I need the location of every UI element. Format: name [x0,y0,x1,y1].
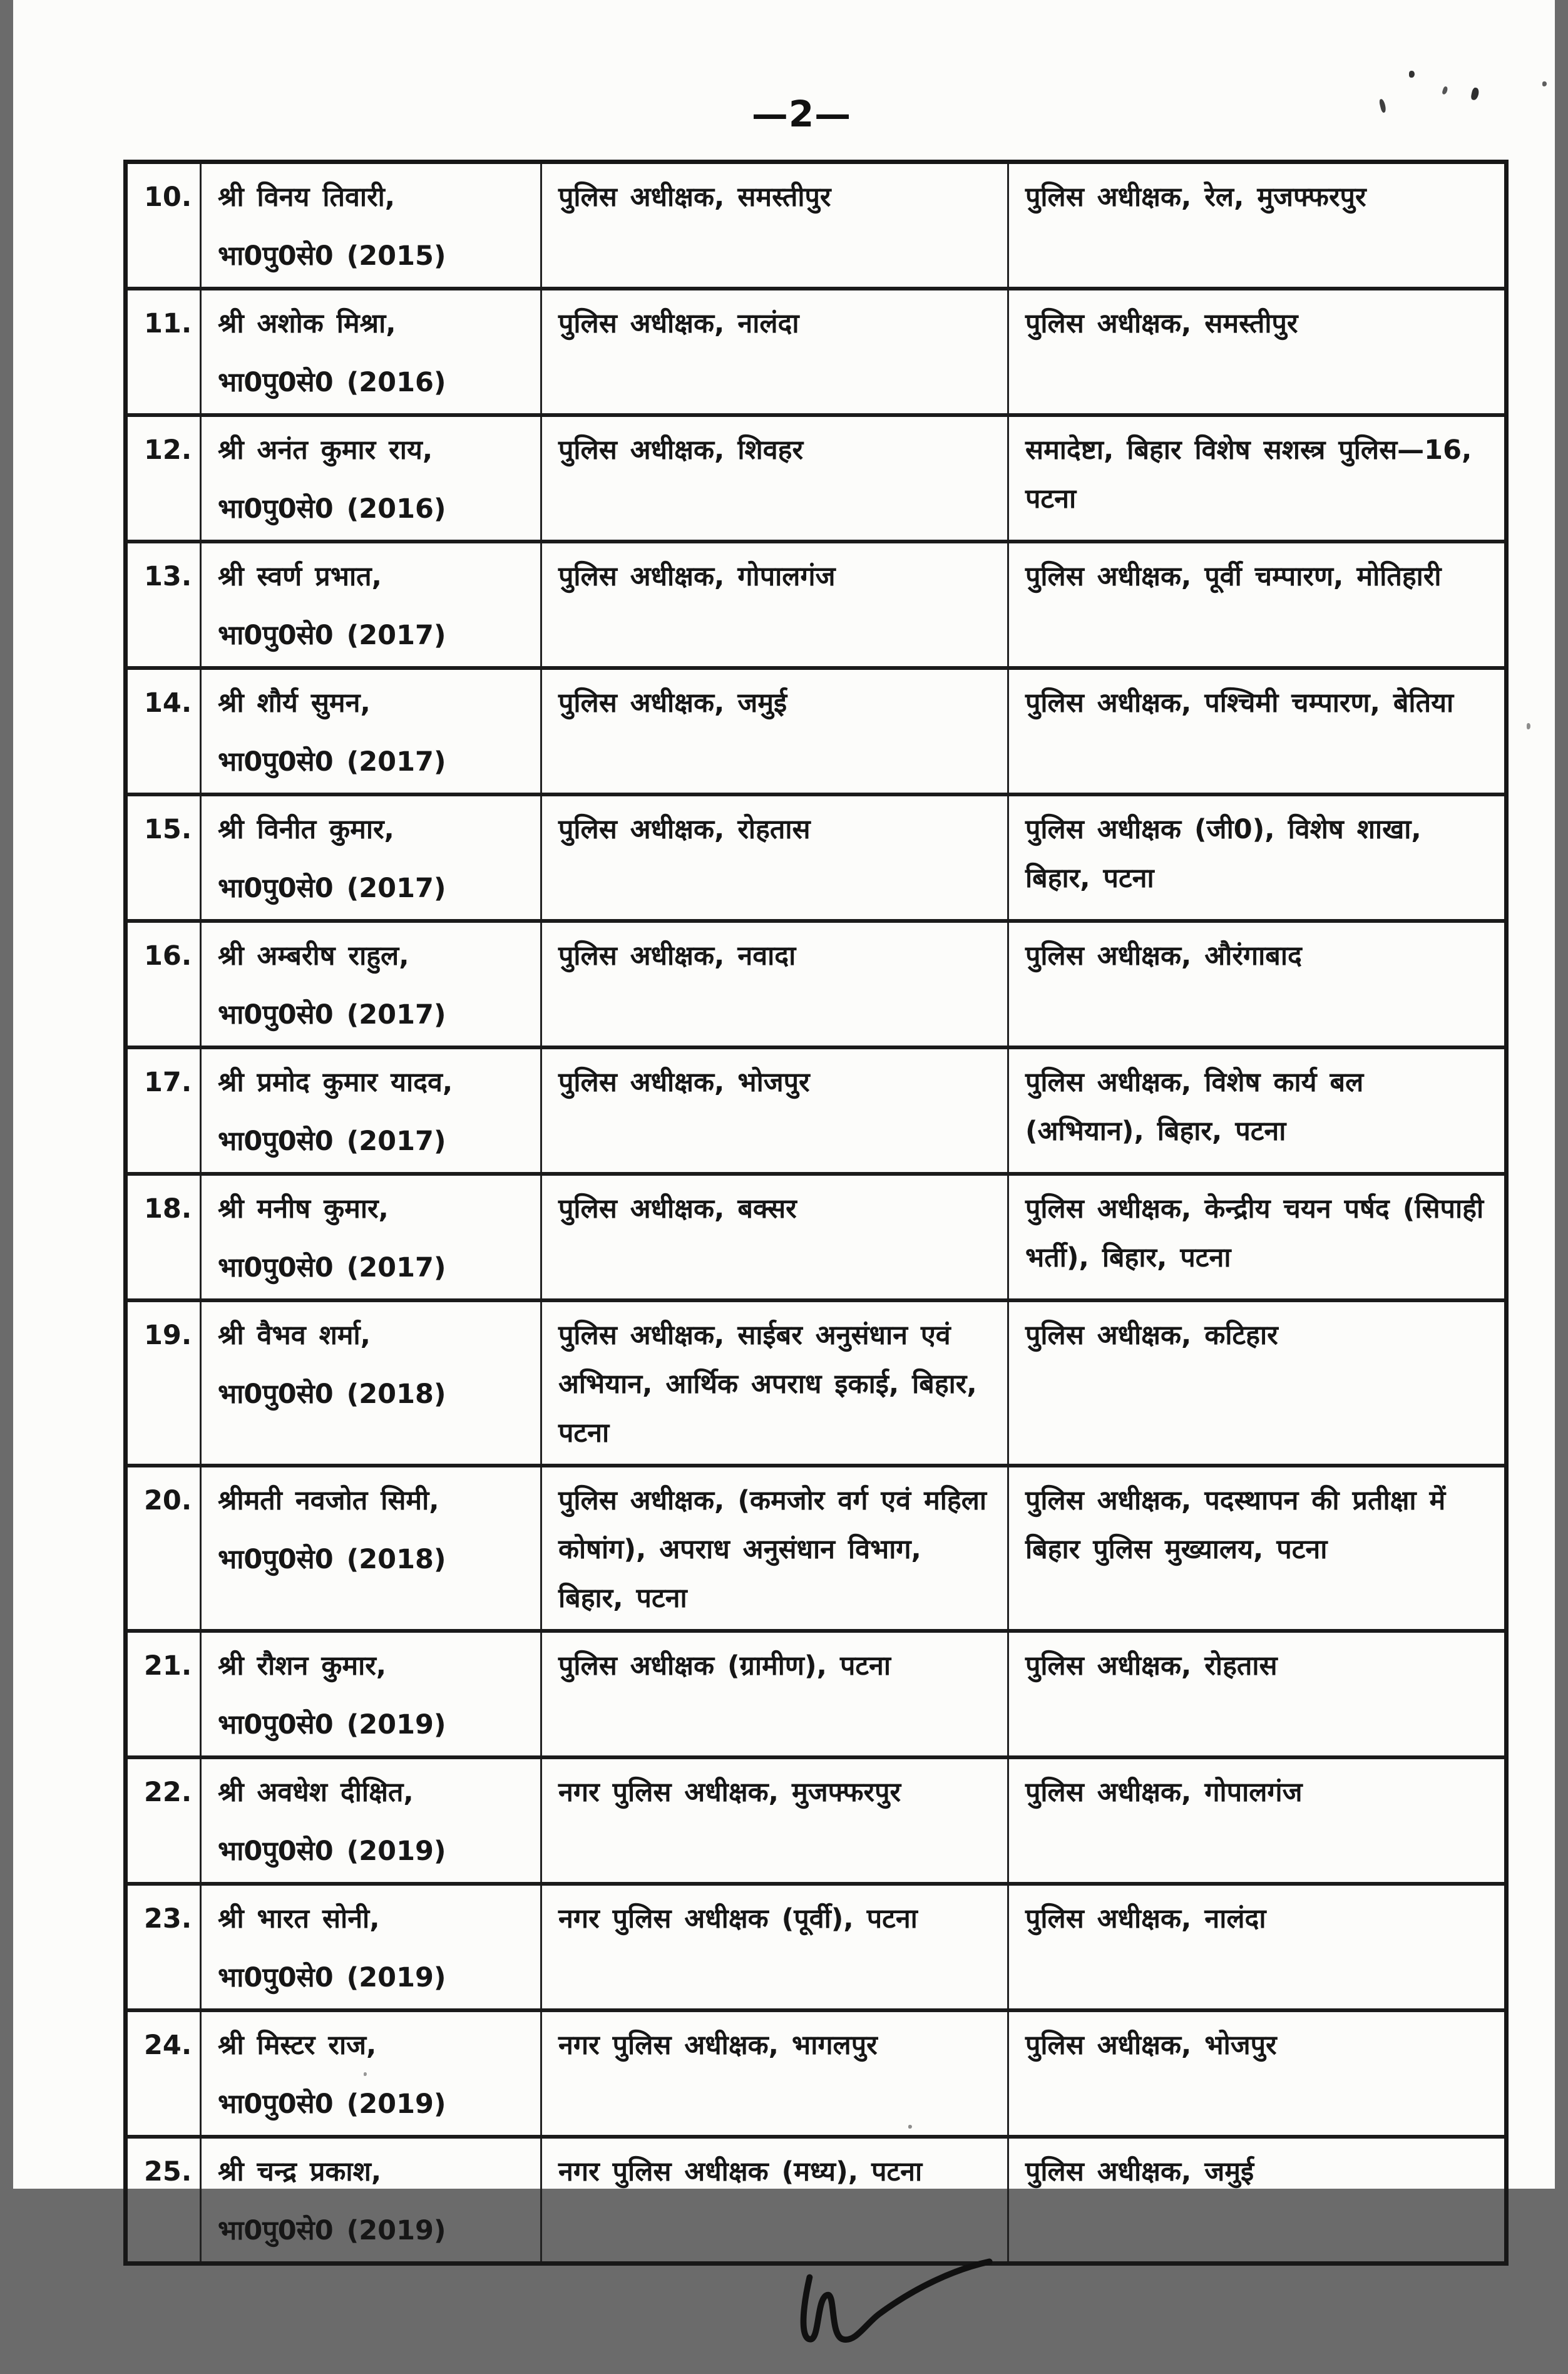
officer-name-cell [201,289,541,415]
transfer-table-body [126,162,1507,2264]
officer-cadre-year: भा0पु0से0 (2017) [218,1126,446,1157]
table-row [126,1466,1507,1631]
serial-number-cell [126,1300,201,1466]
new-posting: पुलिस अधीक्षक (जी0), विशेष शाखा, बिहार, पटना [1025,814,1422,894]
current-posting-cell [541,794,1008,921]
current-posting: पुलिस अधीक्षक, (कमजोर वर्ग एवं महिला कोषांग), अपराध अनुसंधान विभाग, बिहार, पटना [558,1485,987,1614]
serial-number-cell [126,1631,201,1757]
serial-number: 15. [144,814,192,845]
current-posting-cell [541,921,1008,1047]
officer-name-cell [201,668,541,794]
current-posting: पुलिस अधीक्षक, जमुई [558,687,787,719]
current-posting-cell [541,1300,1008,1466]
officer-name: श्री भारत सोनी, [218,1903,380,1935]
new-posting: पुलिस अधीक्षक, जमुई [1025,2156,1254,2187]
new-posting: पुलिस अधीक्षक, पश्चिमी चम्पारण, बेतिया [1025,687,1454,719]
new-posting-cell [1008,668,1507,794]
serial-number: 10. [144,182,192,213]
new-posting: पुलिस अधीक्षक, समस्तीपुर [1025,308,1298,339]
current-posting-cell [541,1884,1008,2010]
officer-cadre-year: भा0पु0से0 (2016) [218,367,446,398]
serial-number: 13. [144,561,192,592]
officer-name-cell [201,1047,541,1174]
officer-cadre-year: भा0पु0से0 (2017) [218,1252,446,1283]
officer-name: श्री अशोक मिश्रा, [218,308,396,339]
serial-number-cell [126,1047,201,1174]
table-row [126,1884,1507,2010]
current-posting: नगर पुलिस अधीक्षक, मुजफ्फरपुर [558,1777,901,1808]
serial-number: 19. [144,1320,192,1351]
officer-name-cell [201,1300,541,1466]
officer-name-cell [201,1631,541,1757]
current-posting: नगर पुलिस अधीक्षक, भागलपुर [558,2030,878,2061]
officer-cadre-year: भा0पु0से0 (2019) [218,1836,446,1867]
current-posting: पुलिस अधीक्षक, नालंदा [558,308,799,339]
table-row [126,921,1507,1047]
new-posting: पुलिस अधीक्षक, रोहतास [1025,1650,1278,1682]
officer-name-cell [201,921,541,1047]
current-posting: पुलिस अधीक्षक, समस्तीपुर [558,182,831,213]
officer-cadre-year: भा0पु0से0 (2017) [218,873,446,904]
current-posting-cell [541,1466,1008,1631]
officer-name-cell [201,1174,541,1300]
page-number: —2— [751,93,852,135]
new-posting: पुलिस अधीक्षक, पदस्थापन की प्रतीक्षा में बिहार पुलिस मुख्यालय, पटना [1025,1485,1446,1565]
serial-number: 22. [144,1777,192,1808]
current-posting: पुलिस अधीक्षक, रोहतास [558,814,811,845]
officer-cadre-year: भा0पु0से0 (2018) [218,1544,446,1575]
serial-number: 23. [144,1903,192,1935]
signature-icon [788,2258,995,2374]
new-posting-cell [1008,921,1507,1047]
table-row [126,1757,1507,1884]
officer-name: श्री मिस्टर राज, [218,2030,377,2061]
table-row [126,542,1507,668]
new-posting: पुलिस अधीक्षक, भोजपुर [1025,2030,1277,2061]
current-posting-cell [541,668,1008,794]
officer-name-cell [201,415,541,542]
officer-name: श्री स्वर्ण प्रभात, [218,561,382,592]
serial-number-cell [126,542,201,668]
officer-name: श्री प्रमोद कुमार यादव, [218,1067,453,1098]
serial-number-cell [126,1884,201,2010]
serial-number: 24. [144,2030,192,2061]
current-posting-cell [541,542,1008,668]
officer-name-cell [201,1466,541,1631]
current-posting: पुलिस अधीक्षक, गोपालगंज [558,561,836,592]
new-posting: पुलिस अधीक्षक, कटिहार [1025,1320,1278,1351]
serial-number-cell [126,921,201,1047]
serial-number-cell [126,1757,201,1884]
officer-name: श्री मनीष कुमार, [218,1193,389,1225]
current-posting: पुलिस अधीक्षक, बक्सर [558,1193,797,1225]
officer-cadre-year: भा0पु0से0 (2017) [218,620,446,651]
serial-number: 25. [144,2156,192,2187]
serial-number: 14. [144,687,192,719]
officer-name: श्री अनंत कुमार राय, [218,434,433,466]
new-posting-cell [1008,2137,1507,2264]
current-posting: नगर पुलिस अधीक्षक (मध्य), पटना [558,2156,923,2187]
new-posting-cell [1008,1047,1507,1174]
table-row [126,794,1507,921]
new-posting-cell [1008,2010,1507,2137]
officer-cadre-year: भा0पु0से0 (2017) [218,746,446,778]
current-posting-cell [541,1757,1008,1884]
current-posting-cell [541,1631,1008,1757]
new-posting: पुलिस अधीक्षक, पूर्वी चम्पारण, मोतिहारी [1025,561,1442,592]
officer-name: श्री विनीत कुमार, [218,814,394,845]
table-row [126,2010,1507,2137]
officer-name-cell [201,1884,541,2010]
serial-number-cell [126,1466,201,1631]
officer-name: श्री चन्द्र प्रकाश, [218,2156,382,2187]
officer-cadre-year: भा0पु0से0 (2019) [218,1709,446,1740]
new-posting: समादेष्टा, बिहार विशेष सशस्त्र पुलिस—16, पटना [1025,434,1472,515]
serial-number-cell [126,162,201,289]
serial-number: 11. [144,308,192,339]
table-row [126,2137,1507,2264]
current-posting-cell [541,289,1008,415]
new-posting-cell [1008,542,1507,668]
new-posting-cell [1008,415,1507,542]
table-row [126,289,1507,415]
officer-name: श्री शौर्य सुमन, [218,687,371,719]
serial-number-cell [126,1174,201,1300]
officer-name: श्री विनय तिवारी, [218,182,396,213]
officer-name-cell [201,542,541,668]
document-page [13,0,1555,2246]
scan-speck [1409,71,1415,78]
serial-number-cell [126,794,201,921]
table-row [126,1631,1507,1757]
officer-cadre-year: भा0पु0से0 (2019) [218,1962,446,1993]
current-posting-cell [541,415,1008,542]
new-posting: पुलिस अधीक्षक, औरंगाबाद [1025,940,1302,972]
officer-cadre-year: भा0पु0से0 (2017) [218,999,446,1030]
serial-number-cell [126,668,201,794]
current-posting: पुलिस अधीक्षक, नवादा [558,940,796,972]
new-posting: पुलिस अधीक्षक, गोपालगंज [1025,1777,1303,1808]
new-posting-cell [1008,1757,1507,1884]
serial-number: 18. [144,1193,192,1225]
table-row [126,1300,1507,1466]
table-row [126,415,1507,542]
new-posting-cell [1008,1300,1507,1466]
officer-name-cell [201,2010,541,2137]
new-posting: पुलिस अधीक्षक, नालंदा [1025,1903,1266,1935]
new-posting: पुलिस अधीक्षक, रेल, मुजफ्फरपुर [1025,182,1366,213]
table-row [126,1174,1507,1300]
current-posting: पुलिस अधीक्षक, भोजपुर [558,1067,810,1098]
serial-number-cell [126,2010,201,2137]
current-posting-cell [541,162,1008,289]
serial-number: 12. [144,434,192,466]
serial-number: 16. [144,940,192,972]
current-posting: नगर पुलिस अधीक्षक (पूर्वी), पटना [558,1903,918,1935]
current-posting-cell [541,1047,1008,1174]
officer-name-cell [201,1757,541,1884]
new-posting-cell [1008,162,1507,289]
officer-name: श्री अवधेश दीक्षित, [218,1777,414,1808]
current-posting-cell [541,2010,1008,2137]
table-row [126,162,1507,289]
current-posting: पुलिस अधीक्षक (ग्रामीण), पटना [558,1650,891,1682]
new-posting: पुलिस अधीक्षक, केन्द्रीय चयन पर्षद (सिपाही भर्ती), बिहार, पटना [1025,1193,1484,1273]
officer-cadre-year: भा0पु0से0 (2019) [218,2089,446,2120]
scan-speck [1542,81,1547,86]
officer-cadre-year: भा0पु0से0 (2018) [218,1379,446,1410]
officer-name: श्री रौशन कुमार, [218,1650,387,1682]
serial-number: 21. [144,1650,192,1682]
current-posting: पुलिस अधीक्षक, शिवहर [558,434,804,466]
new-posting-cell [1008,289,1507,415]
new-posting-cell [1008,1174,1507,1300]
current-posting-cell [541,2137,1008,2264]
new-posting-cell [1008,1631,1507,1757]
table-row [126,668,1507,794]
new-posting-cell [1008,1884,1507,2010]
serial-number: 17. [144,1067,192,1098]
officer-name-cell [201,794,541,921]
officer-name-cell [201,162,541,289]
serial-number: 20. [144,1485,192,1516]
serial-number-cell [126,415,201,542]
officer-name: श्री अम्बरीष राहुल, [218,940,409,972]
officer-name: श्री वैभव शर्मा, [218,1320,371,1351]
officer-name: श्रीमती नवजोत सिमी, [218,1485,439,1516]
new-posting-cell [1008,794,1507,921]
new-posting-cell [1008,1466,1507,1631]
current-posting-cell [541,1174,1008,1300]
scan-speck [1527,723,1530,729]
current-posting: पुलिस अधीक्षक, साईबर अनुसंधान एवं अभियान, आर्थिक अपराध इकाई, बिहार, पटना [558,1320,977,1449]
officer-cadre-year: भा0पु0से0 (2016) [218,493,446,525]
officer-cadre-year: भा0पु0से0 (2015) [218,240,446,272]
officer-name-cell [201,2137,541,2264]
transfer-table [123,160,1509,2266]
officer-cadre-year: भा0पु0से0 (2019) [218,2215,446,2246]
serial-number-cell [126,2137,201,2264]
serial-number-cell [126,289,201,415]
new-posting: पुलिस अधीक्षक, विशेष कार्य बल (अभियान), बिहार, पटना [1025,1067,1364,1147]
table-row [126,1047,1507,1174]
